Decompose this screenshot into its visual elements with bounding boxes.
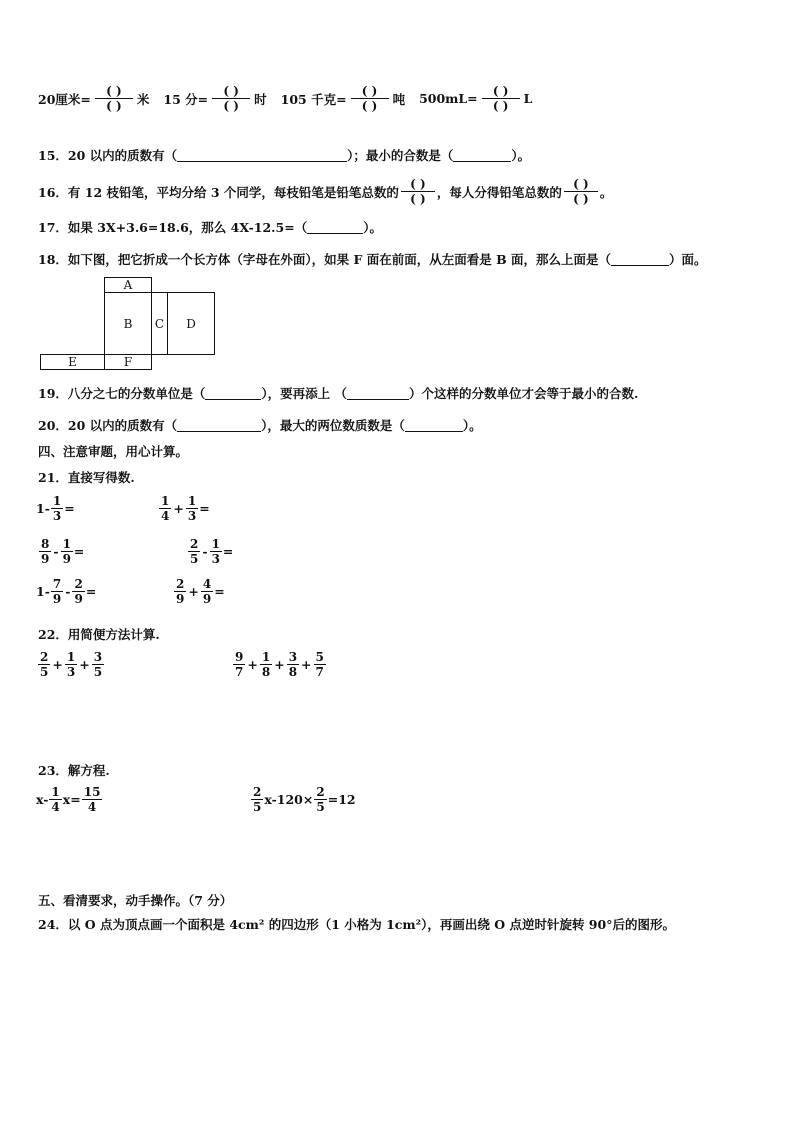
conversion-4-prefix: 500mL=	[419, 91, 478, 106]
answer-blank[interactable]	[177, 419, 261, 432]
fraction-blank-1[interactable]: $\frac{( )}{( )}$	[401, 177, 435, 206]
conversion-4-unit: L	[523, 91, 533, 106]
conversion-4-fraction: $\frac{( )}{( )}$	[482, 84, 520, 113]
calc-22-2: $\frac{9}{7}$ + $\frac{1}{8}$ + $\frac{3}{8}$ + $\frac{5}{7}$	[235, 650, 324, 679]
conversion-3-unit: 吨	[392, 91, 406, 107]
answer-blank[interactable]	[307, 221, 363, 234]
answer-blank[interactable]	[405, 419, 463, 432]
net-face-a: A	[104, 277, 152, 293]
conversion-2-fraction: $\frac{( )}{( )}$	[212, 84, 250, 113]
conversion-1-fraction: $\frac{( )}{( )}$	[95, 84, 133, 113]
net-face-d: D	[167, 292, 215, 355]
calc-21-6: $\frac{2}{9}$ + $\frac{4}{9}$ =	[176, 577, 225, 606]
conversion-3-fraction: $\frac{( )}{( )}$	[351, 84, 389, 113]
conversion-1-prefix: 20厘米=	[38, 91, 91, 107]
question-24: 24．以 O 点为顶点画一个面积是 4cm² 的四边形（1 小格为 1cm²），再画出绕 O 点逆时针旋转 90°后的图形。	[38, 917, 675, 932]
calc-21-4: $\frac{2}{5}$ - $\frac{1}{3}$ =	[190, 537, 234, 566]
answer-blank[interactable]	[347, 387, 409, 400]
question-15: 15．20 以内的质数有（ ）；最小的合数是（ ）。	[38, 148, 531, 163]
section-5-heading: 五、看清要求，动手操作。（7 分）	[38, 893, 233, 908]
conversion-row	[38, 84, 532, 113]
question-23: 23．解方程.	[38, 763, 110, 778]
calc-21-5: 1- $\frac{7}{9}$ - $\frac{2}{9}$ =	[36, 577, 97, 606]
calc-21-1: 1- $\frac{1}{3}$ =	[36, 494, 75, 523]
calc-21-3: $\frac{8}{9}$ - $\frac{1}{9}$ =	[41, 537, 85, 566]
answer-blank[interactable]	[453, 149, 511, 162]
question-17: 17．如果 3X+3.6=18.6，那么 4X-12.5=（ ）。	[38, 220, 382, 235]
fraction-blank-2[interactable]: $\frac{( )}{( )}$	[564, 177, 598, 206]
conversion-2-unit: 时	[254, 91, 267, 107]
question-19: 19．八分之七的分数单位是（ ），要再添上 （ ）个这样的分数单位才会等于最小的合数.	[38, 386, 639, 401]
conversion-2-prefix: 15 分=	[163, 91, 209, 107]
calc-21-2: $\frac{1}{4}$ + $\frac{1}{3}$ =	[161, 494, 210, 523]
question-18: 18．如下图，把它折成一个长方体（字母在外面），如果 F 面在前面，从左面看是 B 面，那么上面是（ ）面。	[38, 252, 707, 267]
answer-blank[interactable]	[611, 253, 669, 266]
net-face-f: F	[104, 354, 152, 370]
net-face-c: C	[151, 292, 168, 355]
conversion-1-unit: 米	[136, 91, 150, 107]
question-22: 22．用简便方法计算.	[38, 627, 160, 642]
calc-22-1: $\frac{2}{5}$ + $\frac{1}{3}$ + $\frac{3}{5}$	[40, 650, 103, 679]
answer-blank[interactable]	[177, 149, 347, 162]
net-face-e: E	[40, 354, 105, 370]
conversion-3-prefix: 105 千克=	[280, 91, 347, 107]
net-face-b: B	[104, 292, 152, 355]
equation-23-1: x- $\frac{1}{4}$ x= $\frac{15}{4}$	[36, 785, 101, 814]
answer-blank[interactable]	[205, 387, 261, 400]
question-21: 21．直接写得数.	[38, 470, 135, 485]
equation-23-2: $\frac{2}{5}$ x-120× $\frac{2}{5}$ =12	[253, 785, 356, 814]
question-16: 16．有 12 枝铅笔，平均分给 3 个同学，每枝铅笔是铅笔总数的 $\frac{( )}{( )}$ ，每人分得铅笔总数的 $\frac{( )}{( )}$ 。	[38, 177, 613, 206]
question-20: 20．20 以内的质数有（ ），最大的两位数质数是（ ）。	[38, 418, 482, 433]
section-4-heading: 四、注意审题，用心计算。	[38, 444, 189, 459]
